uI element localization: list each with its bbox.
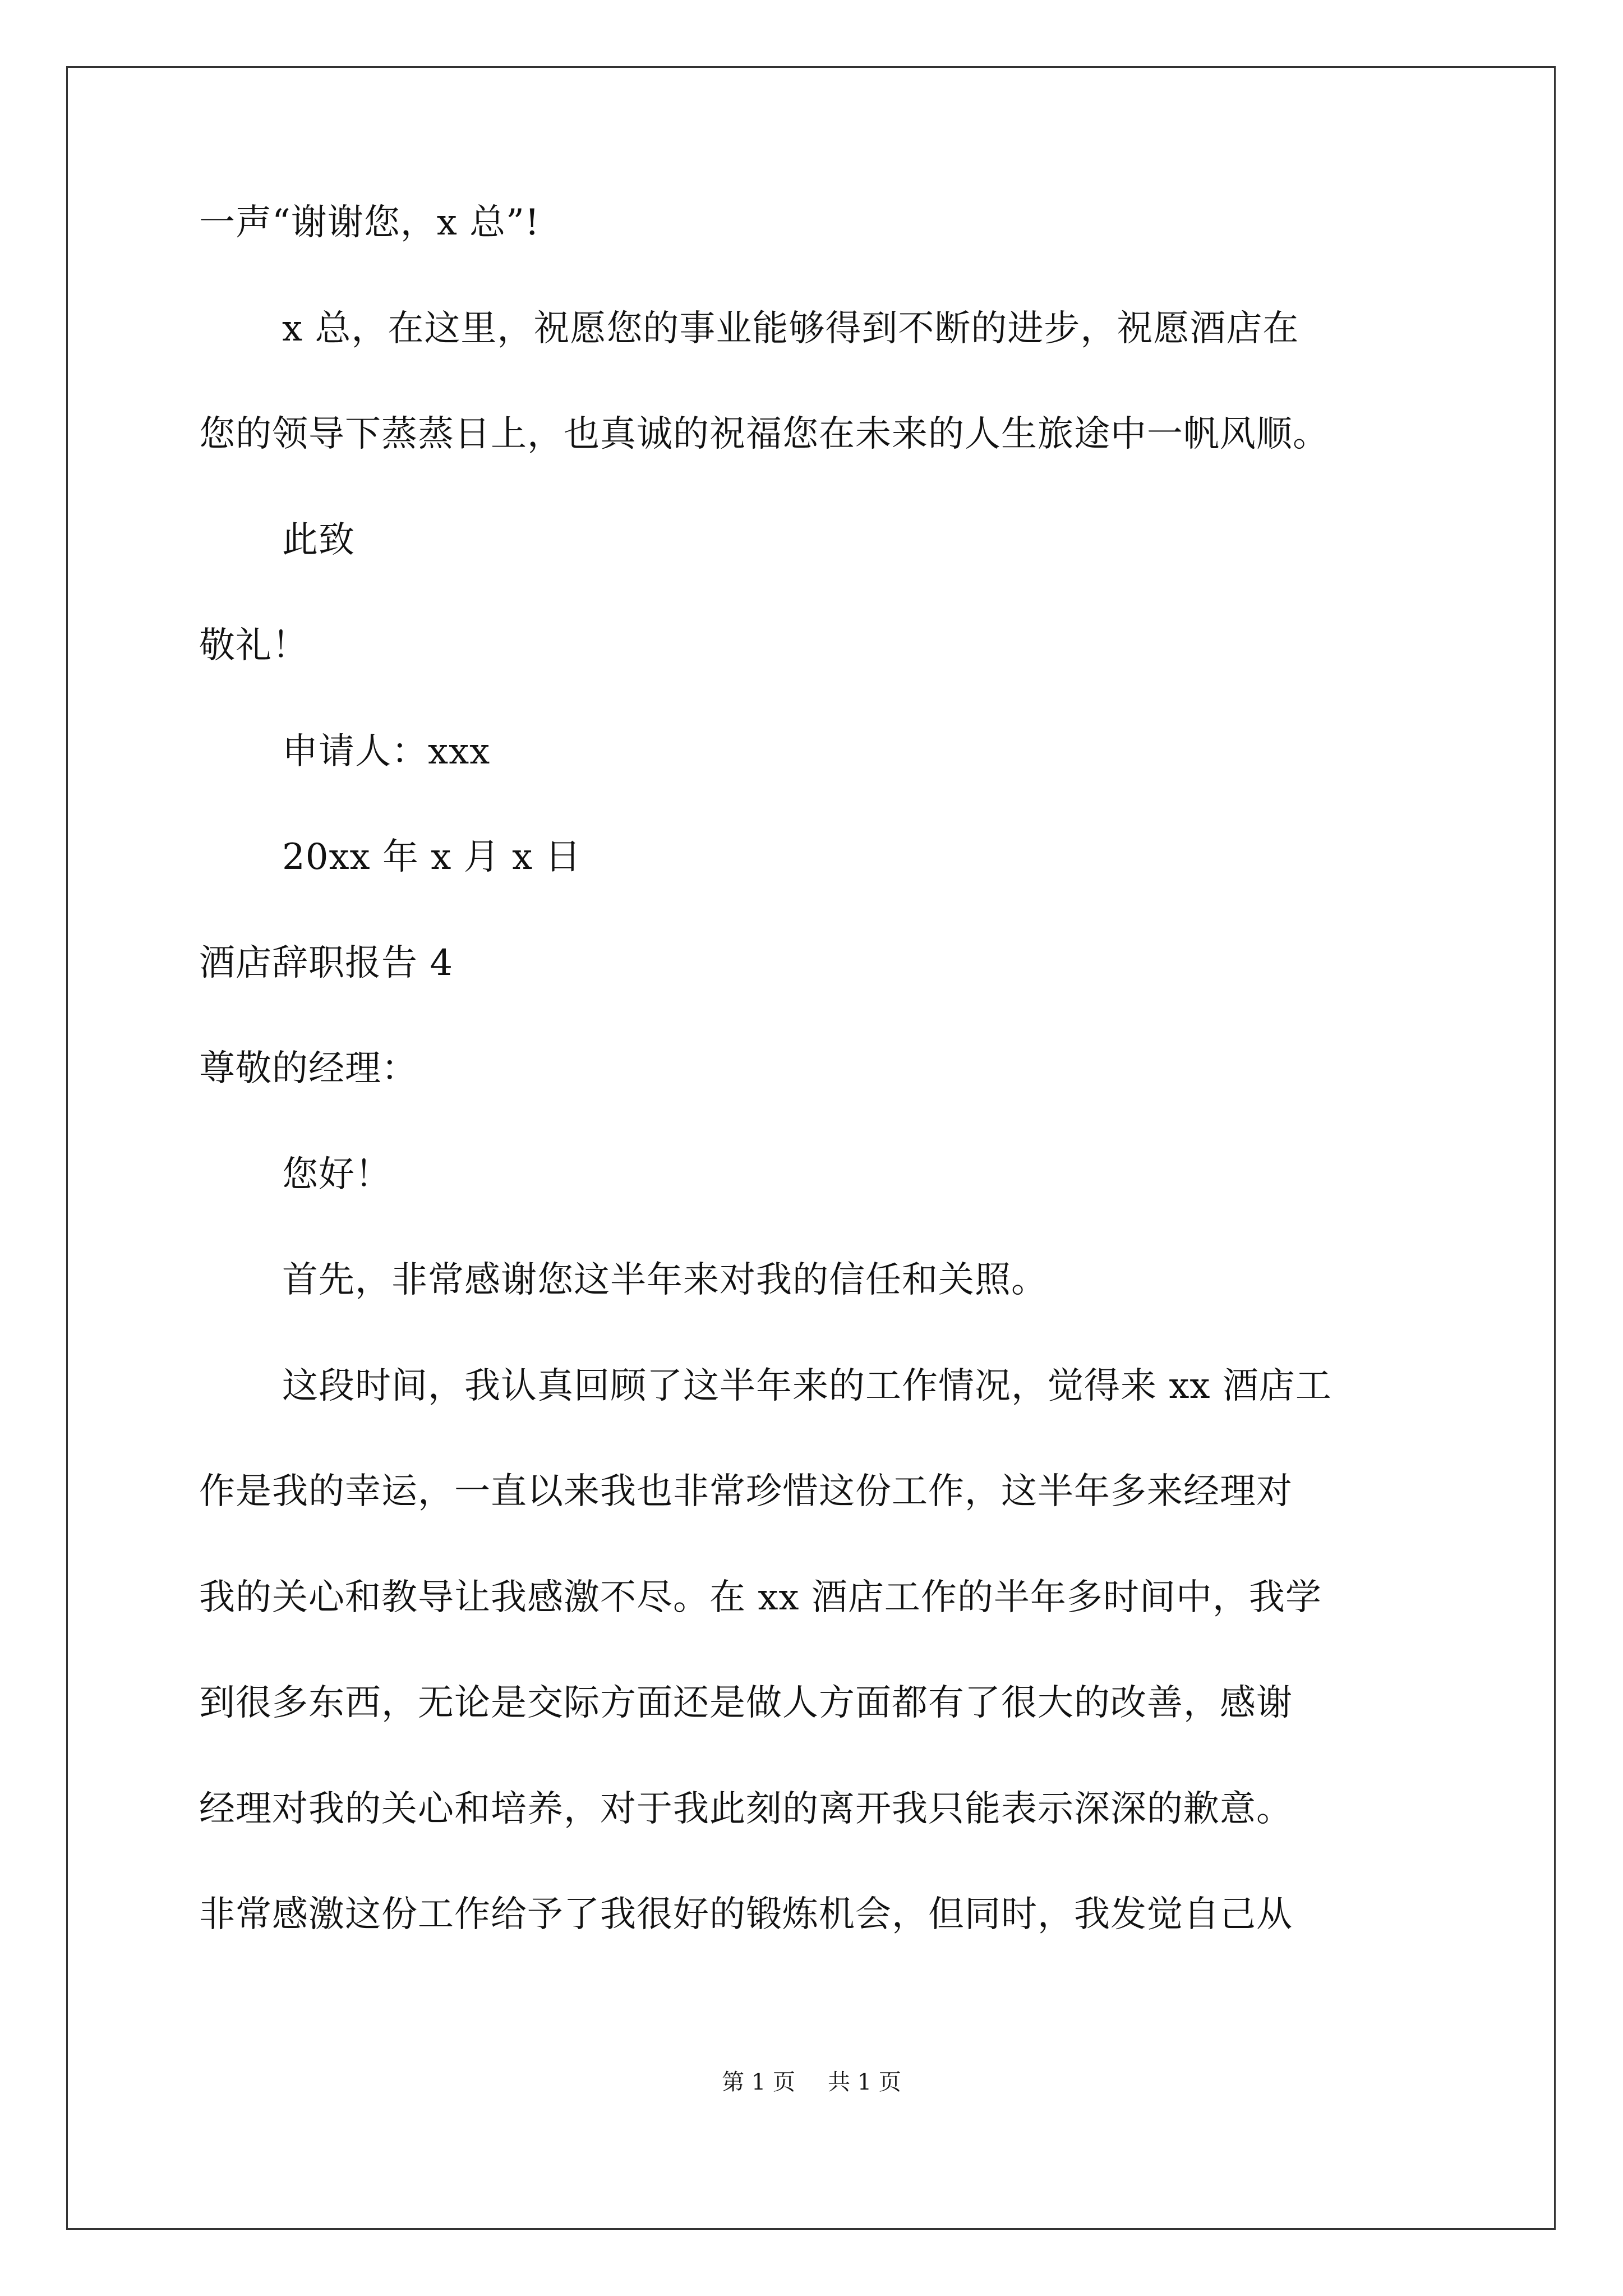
text-line: 您好！ (282, 1153, 391, 1195)
text-line: 您的领导下蒸蒸日上，也真诚的祝福您在未来的人生旅途中一帆风顺。 (199, 413, 1329, 455)
date-line: 20xx 年 x 月 x 日 (282, 836, 582, 878)
applicant-line: 申请人：xxx (282, 730, 491, 772)
page-footer (0, 2071, 1623, 2093)
greeting-line: 尊敬的经理： (199, 1048, 418, 1089)
closing-regards: 敬礼！ (199, 625, 308, 666)
text-line: 首先，非常感谢您这半年来对我的信任和关照。 (282, 1259, 1048, 1301)
text-line: 一声“谢谢您，x 总”! (199, 202, 540, 243)
section-title: 酒店辞职报告 4 (199, 942, 454, 984)
page-number: 第 1 页 (722, 2069, 795, 2095)
text-line: 我的关心和教导让我感激不尽。在 xx 酒店工作的半年多时间中，我学 (199, 1576, 1322, 1618)
document-body (199, 202, 1438, 2003)
text-line: 非常感激这份工作给予了我很好的锻炼机会，但同时，我发觉自己从 (199, 1894, 1293, 1935)
page-total: 共 1 页 (828, 2069, 901, 2095)
text-line: 经理对我的关心和培养，对于我此刻的离开我只能表示深深的歉意。 (199, 1788, 1293, 1830)
text-line: 作是我的幸运，一直以来我也非常珍惜这份工作，这半年多来经理对 (199, 1471, 1293, 1512)
text-line: 这段时间，我认真回顾了这半年来的工作情况，觉得来 xx 酒店工 (282, 1365, 1332, 1407)
closing-salutation: 此致 (282, 519, 355, 561)
text-line: x 总，在这里，祝愿您的事业能够得到不断的进步，祝愿酒店在 (282, 307, 1299, 349)
text-line: 到很多东西，无论是交际方面还是做人方面都有了很大的改善，感谢 (199, 1682, 1293, 1724)
